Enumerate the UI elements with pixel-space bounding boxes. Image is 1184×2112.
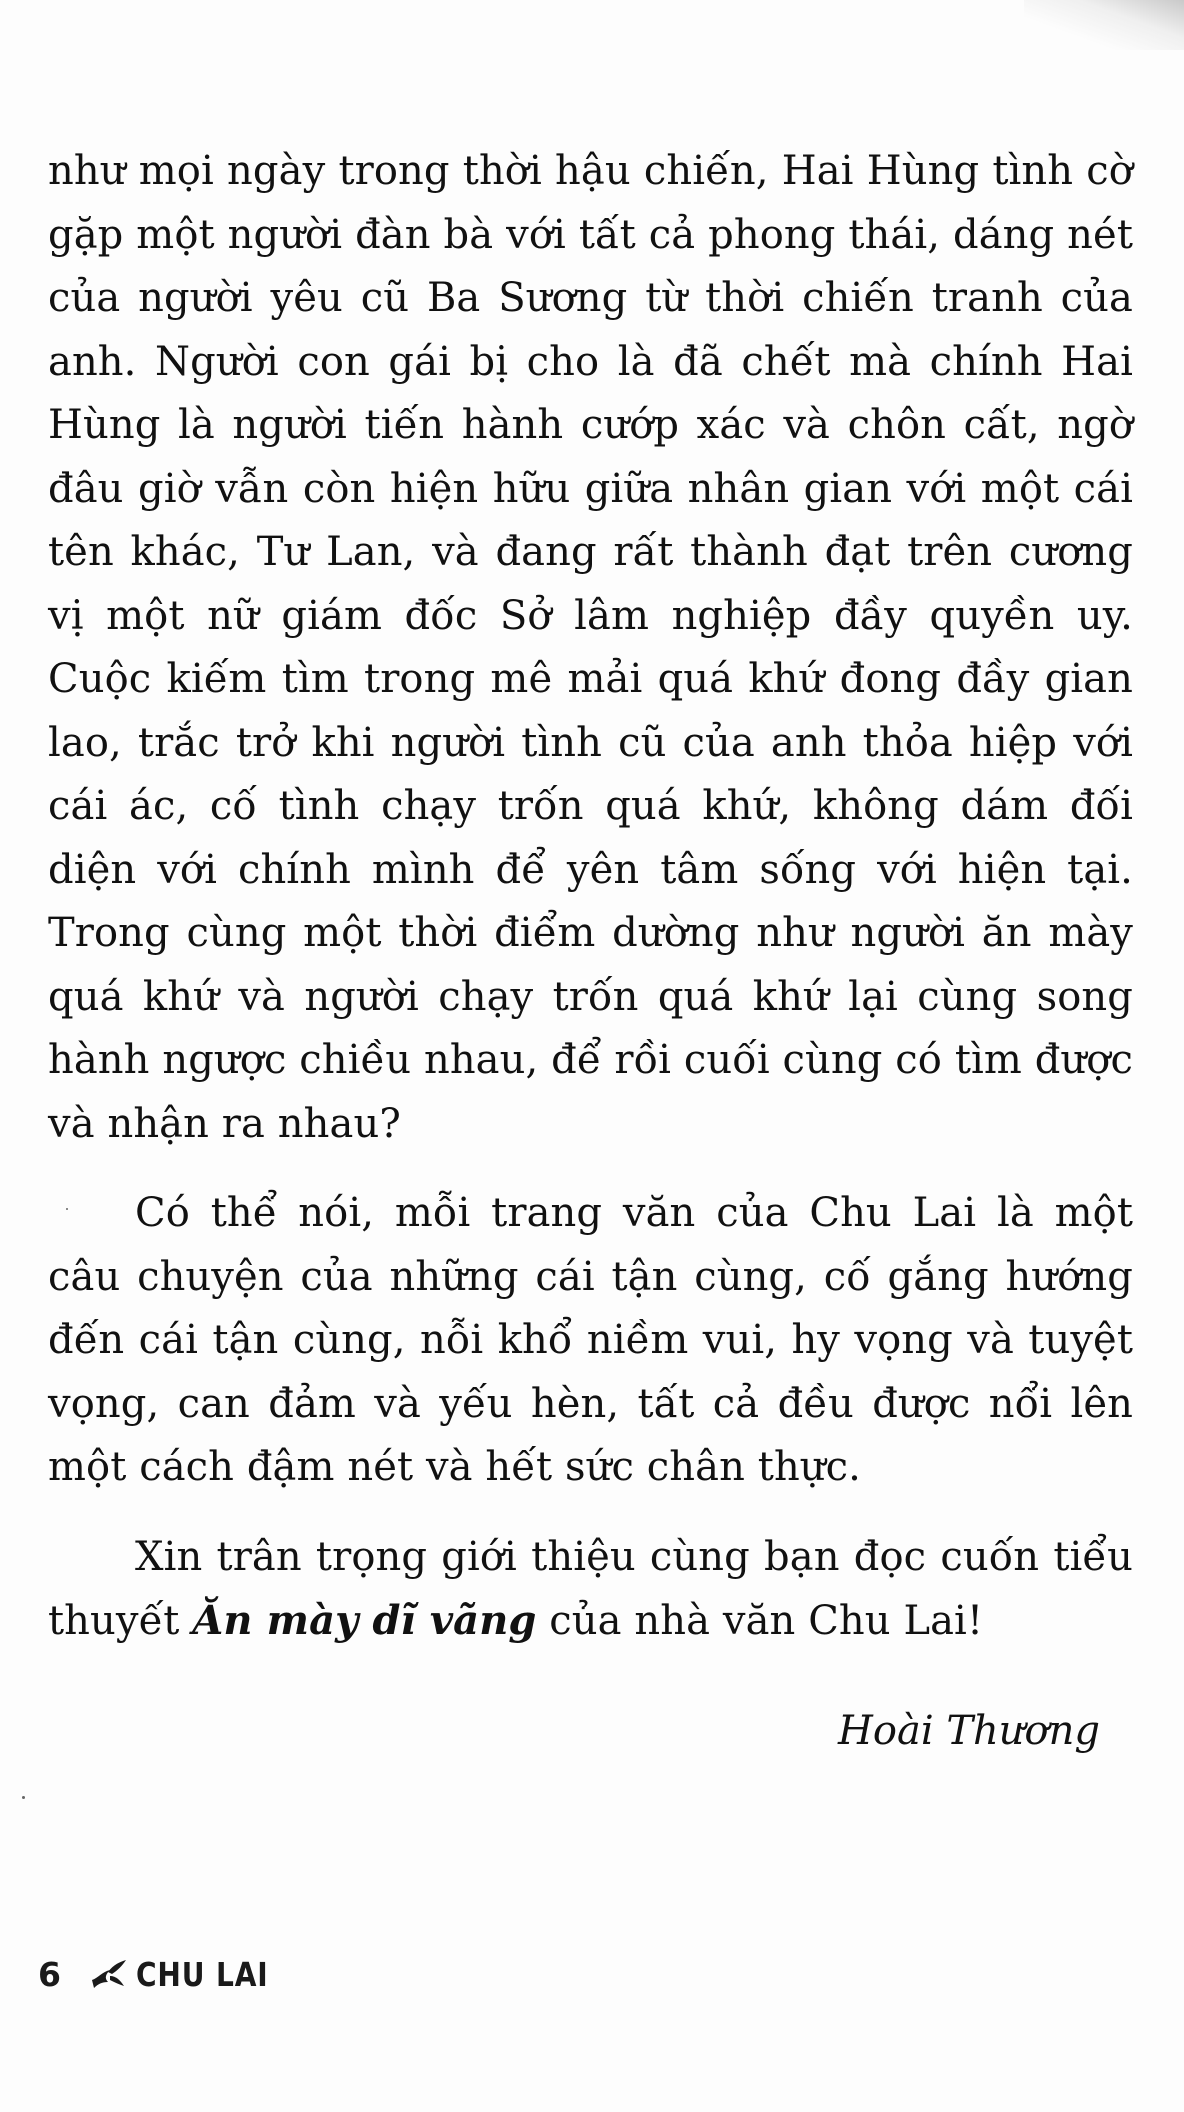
quill-flourish-icon <box>88 1958 128 1992</box>
paper-speck <box>22 1796 25 1799</box>
paragraph-1: như mọi ngày trong thời hậu chiến, Hai Hùng tình cờ gặp một người đàn bà với tất cả phong thái, dáng nét của người yêu cũ Ba Sương từ thời chiến tranh của anh. Người con gái bị cho là đã chết mà chính Hai Hùng là người tiến hành cướp xác và chôn cất, ngờ đâu giờ vẫn còn hiện hữu giữa nhân gian với một cái tên khác, Tư Lan, và đang rất thành đạt trên cương vị một nữ giám đốc Sở lâm nghiệp đầy quyền uy. Cuộc kiếm tìm trong mê mải quá khứ đong đầy gian lao, trắc trở khi người tình cũ của anh thỏa hiệp với cái ác, cố tình chạy trốn quá khứ, không dám đối diện với chính mình để yên tâm sống với hiện tại. Trong cùng một thời điểm dường như người ăn mày quá khứ và người chạy trốn quá khứ lại cùng song hành ngược chiều nhau, để rồi cuối cùng có tìm được và nhận ra nhau? <box>48 148 1133 1147</box>
paragraph-2: Có thể nói, mỗi trang văn của Chu Lai là một câu chuyện của những cái tận cùng, cố gắng hướng đến cái tận cùng, nỗi khổ niềm vui, hy vọng và tuyệt vọng, can đảm và yếu hèn, tất cả đều được nổi lên một cách đậm nét và hết sức chân thực. <box>48 1190 1133 1490</box>
book-title: Ăn mày dĩ vãng <box>192 1597 537 1644</box>
closing-text-before: Xin trân trọng giới thiệu cùng bạn đọc cuốn tiểu thuyết <box>48 1533 1133 1644</box>
page-corner-shadow <box>1024 0 1184 50</box>
body-text <box>48 140 1133 1654</box>
author-signature: Hoài Thương <box>838 1708 1100 1754</box>
running-header-author: CHU LAI <box>136 1955 269 1994</box>
paragraph-closing <box>48 1526 1133 1654</box>
paper-speck <box>66 1208 68 1210</box>
closing-text-after: của nhà văn Chu Lai! <box>536 1598 984 1644</box>
page-number: 6 <box>38 1955 61 1994</box>
page-footer <box>38 1955 292 1994</box>
